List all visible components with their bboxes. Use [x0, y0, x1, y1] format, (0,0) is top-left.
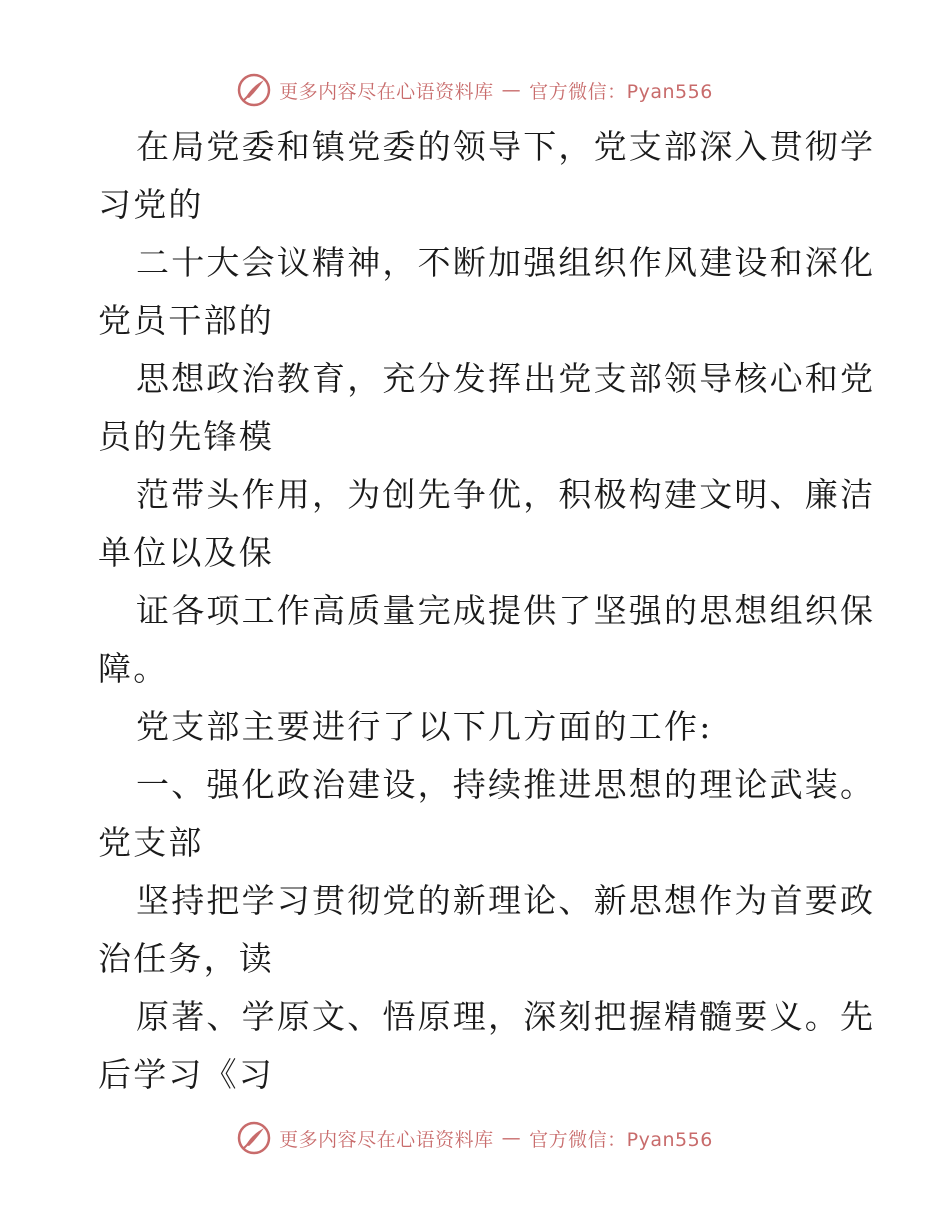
- text-line: 治任务，读: [98, 939, 274, 978]
- text-line: 员的先锋模: [98, 417, 274, 456]
- quill-logo-icon: [237, 73, 271, 107]
- text-line: 一、强化政治建设，持续推进思想的理论武装。: [136, 765, 876, 804]
- document-body: [98, 118, 876, 1104]
- text-line: 思想政治教育，充分发挥出党支部领导核心和党: [136, 359, 876, 398]
- text-line: 范带头作用，为创先争优，积极构建文明、廉洁: [136, 475, 876, 514]
- text-line: 后学习《习: [98, 1055, 274, 1094]
- watermark-contact: 官方微信：Pyan556: [529, 80, 713, 103]
- watermark-brand: 更多内容尽在心语资料库: [279, 80, 494, 103]
- text-line: 单位以及保: [98, 533, 274, 572]
- text-line: 二十大会议精神，不断加强组织作风建设和深化: [136, 243, 876, 282]
- text-line: 党员干部的: [98, 301, 274, 340]
- text-line: 党支部主要进行了以下几方面的工作:: [136, 707, 713, 746]
- header-watermark: [0, 70, 950, 110]
- text-line: 在局党委和镇党委的领导下，党支部深入贯彻学: [136, 127, 876, 166]
- text-line: 证各项工作高质量完成提供了坚强的思想组织保: [136, 591, 876, 630]
- watermark-separator: —: [501, 79, 522, 101]
- text-line: 党支部: [98, 823, 204, 862]
- text-line: 坚持把学习贯彻党的新理论、新思想作为首要政: [136, 881, 876, 920]
- quill-logo-icon: [237, 1121, 271, 1155]
- watermark-brand: 更多内容尽在心语资料库: [279, 1128, 494, 1151]
- text-line: 习党的: [98, 185, 204, 224]
- footer-watermark: [0, 1118, 950, 1158]
- watermark-contact: 官方微信：Pyan556: [529, 1128, 713, 1151]
- text-line: 障。: [98, 649, 169, 688]
- watermark-separator: —: [501, 1127, 522, 1149]
- text-line: 原著、学原文、悟原理，深刻把握精髓要义。先: [136, 997, 876, 1036]
